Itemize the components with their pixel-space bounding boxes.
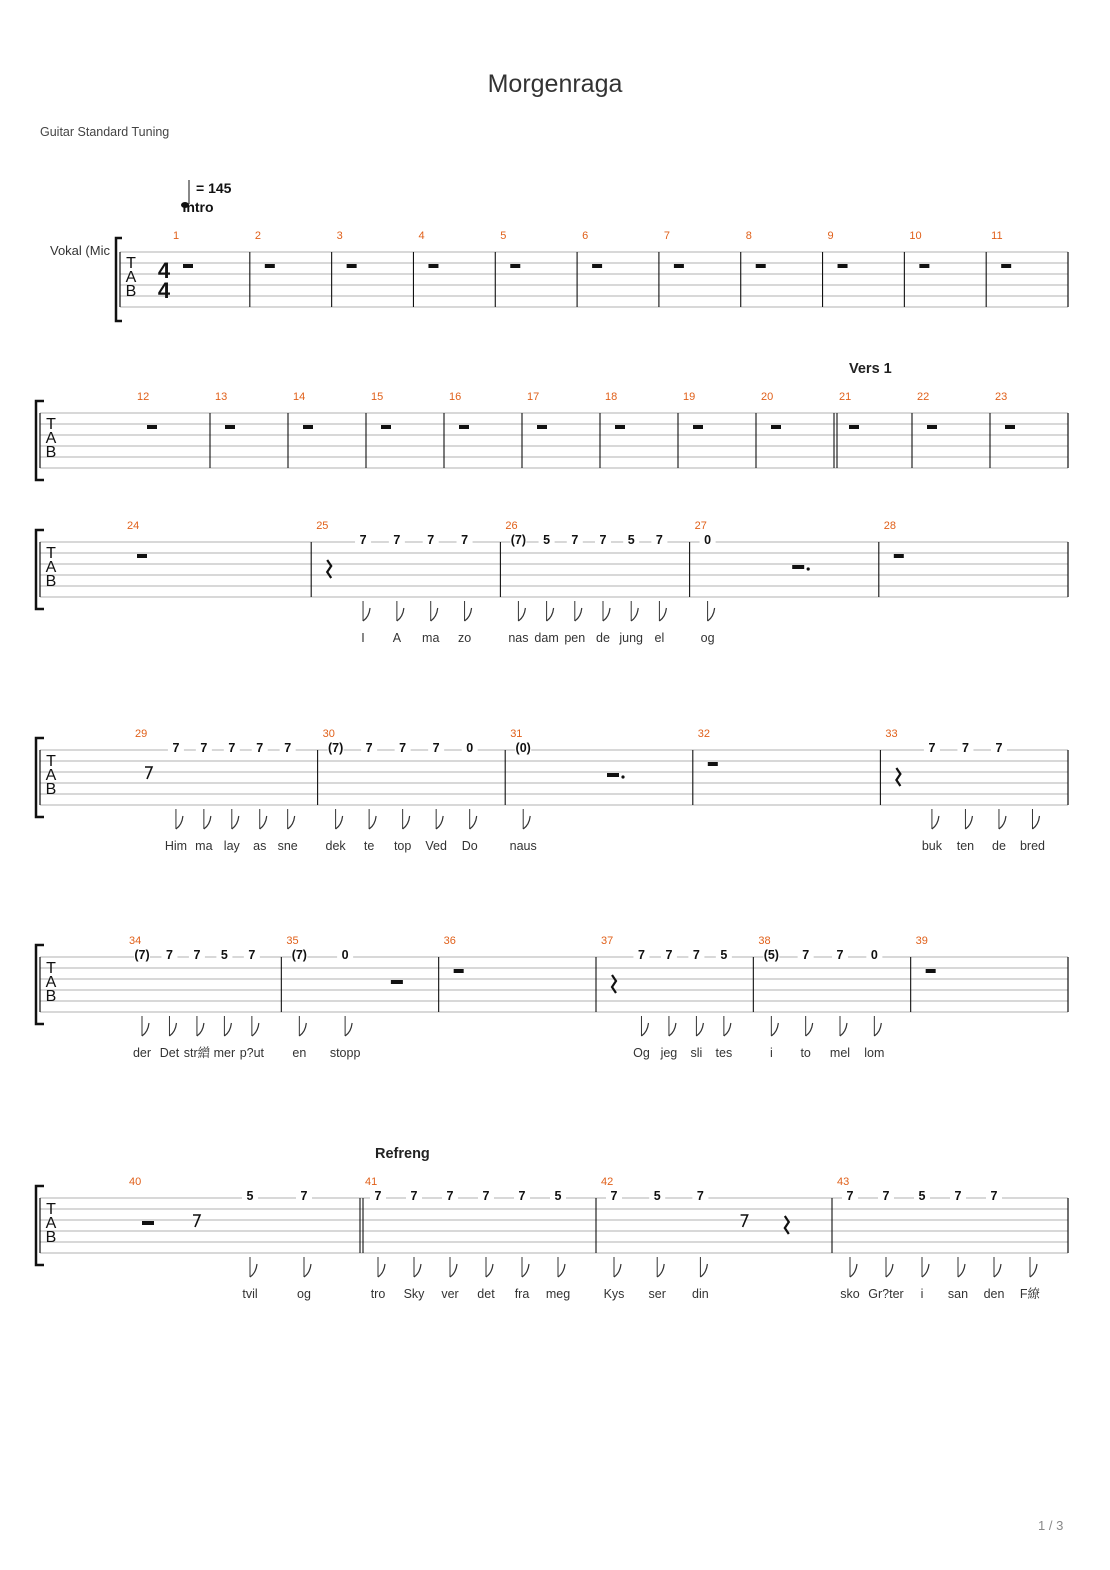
whole-rest (894, 554, 904, 558)
eighth-rest (741, 1215, 748, 1227)
whole-rest (838, 264, 848, 268)
lyric-syllable: Do (461, 839, 478, 853)
whole-rest (1005, 425, 1015, 429)
measure-number: 5 (500, 230, 507, 242)
note-flag (169, 1023, 176, 1036)
note-flag (603, 608, 610, 621)
whole-rest (756, 264, 766, 268)
note-flag (850, 1264, 857, 1277)
tab-clef-letter: B (45, 1229, 57, 1246)
fret-number: (7) (291, 948, 307, 962)
lyric-syllable: og (700, 631, 715, 645)
fret-number: 7 (359, 533, 367, 547)
whole-rest (771, 425, 781, 429)
lyric-syllable: sne (277, 839, 298, 853)
note-flag (806, 1023, 813, 1036)
note-flag (922, 1264, 929, 1277)
tab-clef-letter: T (46, 753, 56, 770)
fret-number: (5) (763, 948, 779, 962)
whole-rest (926, 969, 936, 973)
fret-number: (7) (510, 533, 527, 547)
measure-number: 32 (697, 728, 711, 740)
note-flag (708, 608, 715, 621)
whole-rest (428, 264, 438, 268)
lyric-syllable: top (393, 839, 412, 853)
fret-number: 5 (246, 1189, 254, 1203)
lyric-syllable: Him (164, 839, 188, 853)
note-flag (518, 608, 525, 621)
note-flag (252, 1023, 259, 1036)
note-flag (700, 1264, 707, 1277)
fret-number: 7 (432, 741, 440, 755)
measure-number: 39 (915, 935, 928, 947)
note-flag (999, 816, 1006, 829)
note-flag (994, 1264, 1001, 1277)
lyric-syllable: te (363, 839, 375, 853)
eighth-rest (145, 767, 152, 779)
lyric-syllable: zo (457, 631, 472, 645)
fret-number: 7 (692, 948, 700, 962)
lyric-syllable: as (253, 839, 267, 853)
measure-number: 29 (135, 728, 148, 740)
tab-clef-letter: A (45, 974, 57, 991)
measure-number: 37 (601, 935, 614, 947)
lyric-syllable: jung (619, 631, 644, 645)
measure-number: 23 (995, 391, 1008, 403)
lyric-syllable: A (392, 631, 402, 645)
fret-number: 7 (599, 533, 607, 547)
measure-number: 24 (127, 520, 140, 532)
measure-number: 13 (215, 391, 228, 403)
fret-number: 5 (720, 948, 728, 962)
measure-number: 35 (286, 935, 299, 947)
note-flag (470, 816, 477, 829)
lyric-syllable: sko (840, 1287, 860, 1301)
fret-number: 7 (399, 741, 407, 755)
tab-clef-letter: B (45, 444, 57, 461)
fret-number: 7 (228, 741, 236, 755)
note-flag (575, 608, 582, 621)
measure-number: 15 (371, 391, 384, 403)
fret-number: 7 (374, 1189, 382, 1203)
lyric-syllable: buk (921, 839, 942, 853)
lyric-syllable: meg (545, 1287, 571, 1301)
whole-rest (183, 264, 193, 268)
tuning-label: Guitar Standard Tuning (40, 125, 170, 139)
note-flag (232, 816, 239, 829)
fret-number: 7 (928, 741, 936, 755)
measure-number: 22 (917, 391, 930, 403)
note-flag (669, 1023, 676, 1036)
lyric-syllable: mer (213, 1046, 236, 1060)
whole-rest (147, 425, 157, 429)
note-flag (486, 1264, 493, 1277)
fret-number: 7 (300, 1189, 308, 1203)
fret-number: 7 (637, 948, 645, 962)
lyric-syllable: fra (514, 1287, 530, 1301)
lyric-syllable: Det (159, 1046, 180, 1060)
section-label: Vers 1 (849, 361, 892, 377)
lyric-syllable: ma (195, 839, 213, 853)
note-flag (403, 816, 410, 829)
note-flag (204, 816, 211, 829)
note-flag (304, 1264, 311, 1277)
fret-number: 7 (518, 1189, 526, 1203)
fret-number: 7 (248, 948, 256, 962)
fret-number: 5 (554, 1189, 562, 1203)
measure-number: 34 (129, 935, 142, 947)
note-flag (363, 608, 370, 621)
note-flag (724, 1023, 731, 1036)
note-flag (874, 1023, 881, 1036)
lyric-syllable: sli (690, 1046, 703, 1060)
fret-number: 7 (836, 948, 844, 962)
lyric-syllable: bred (1019, 839, 1045, 853)
measure-number: 28 (883, 520, 897, 532)
instrument-name: Vokal (Mic (50, 243, 110, 258)
fret-number: 7 (571, 533, 579, 547)
lyric-syllable: nas (508, 631, 529, 645)
measure-number: 42 (601, 1176, 614, 1188)
lyric-syllable: der (132, 1046, 152, 1060)
measure-number: 16 (449, 391, 462, 403)
note-flag (450, 1264, 457, 1277)
lyric-syllable: ten (956, 839, 975, 853)
tab-clef-letter: A (45, 559, 57, 576)
fret-number: 7 (256, 741, 264, 755)
note-flag (1032, 816, 1039, 829)
note-flag (288, 816, 295, 829)
whole-rest (1001, 264, 1011, 268)
whole-rest (849, 425, 859, 429)
fret-number: 5 (918, 1189, 926, 1203)
fret-number: 7 (990, 1189, 998, 1203)
lyric-syllable: tes (715, 1046, 733, 1060)
tab-clef-letter: A (45, 767, 57, 784)
note-flag (614, 1264, 621, 1277)
fret-number: 5 (627, 533, 635, 547)
eighth-rest (193, 1215, 200, 1227)
fret-number: (0) (515, 741, 531, 755)
fret-number: (7) (327, 741, 344, 755)
lyric-syllable: de (992, 839, 1006, 853)
note-flag (696, 1023, 703, 1036)
note-flag (369, 816, 376, 829)
tab-clef-letter: A (125, 269, 137, 286)
lyric-syllable: p?ut (239, 1046, 265, 1060)
note-flag (641, 1023, 648, 1036)
time-signature-top: 4 (157, 258, 171, 283)
note-flag (631, 608, 638, 621)
fret-number: 7 (802, 948, 810, 962)
tab-clef-letter: A (45, 430, 57, 447)
note-flag (197, 1023, 204, 1036)
system-bracket (116, 238, 122, 321)
whole-rest (454, 969, 464, 973)
lyric-syllable: tvil (242, 1287, 258, 1301)
half-rest (391, 980, 403, 984)
lyric-syllable: ver (441, 1287, 459, 1301)
note-flag (260, 816, 267, 829)
tab-clef-letter: T (46, 416, 56, 433)
measure-number: 38 (758, 935, 771, 947)
lyric-syllable: to (800, 1046, 811, 1060)
fret-number: 7 (165, 948, 173, 962)
fret-number: 7 (410, 1189, 418, 1203)
note-flag (840, 1023, 847, 1036)
lyric-syllable: pen (564, 631, 586, 645)
measure-number: 25 (316, 520, 329, 532)
fret-number: (7) (134, 948, 150, 962)
tempo-marking: = 145 (196, 180, 232, 196)
lyric-syllable: naus (509, 839, 537, 853)
measure-number: 30 (322, 728, 335, 740)
tab-clef-letter: T (46, 545, 56, 562)
fret-number: 7 (427, 533, 435, 547)
whole-rest (510, 264, 520, 268)
measure-number: 8 (745, 230, 752, 242)
lyric-syllable: jeg (660, 1046, 678, 1060)
tab-clef-letter: B (125, 283, 137, 300)
fret-number: 7 (482, 1189, 490, 1203)
fret-number: 0 (466, 741, 474, 755)
whole-rest (615, 425, 625, 429)
note-flag (965, 816, 972, 829)
whole-rest (674, 264, 684, 268)
fret-number: 7 (882, 1189, 890, 1203)
lyric-syllable: Ved (425, 839, 447, 853)
whole-rest (708, 762, 718, 766)
whole-rest (303, 425, 313, 429)
rest-dot (621, 775, 624, 778)
fret-number: 7 (365, 741, 373, 755)
whole-rest (537, 425, 547, 429)
fret-number: 5 (543, 533, 551, 547)
tab-clef-letter: B (45, 988, 57, 1005)
lyric-syllable: i (920, 1287, 924, 1301)
tab-clef-letter: B (45, 573, 57, 590)
measure-number: 11 (991, 230, 1003, 242)
measure-number: 9 (827, 230, 834, 242)
fret-number: 7 (284, 741, 292, 755)
tab-clef-letter: A (45, 1215, 57, 1232)
measure-number: 10 (909, 230, 922, 242)
fret-number: 7 (461, 533, 469, 547)
lyric-syllable: Sky (403, 1287, 425, 1301)
lyric-syllable: dek (325, 839, 346, 853)
lyric-syllable: dam (534, 631, 559, 645)
fret-number: 7 (172, 741, 180, 755)
lyric-syllable: I (361, 631, 365, 645)
lyric-syllable: Gr?ter (868, 1287, 904, 1301)
note-flag (142, 1023, 149, 1036)
note-flag (886, 1264, 893, 1277)
lyric-syllable: den (983, 1287, 1005, 1301)
note-flag (547, 608, 554, 621)
fret-number: 5 (653, 1189, 661, 1203)
fret-number: 7 (954, 1189, 962, 1203)
measure-number: 20 (761, 391, 774, 403)
whole-rest (347, 264, 357, 268)
measure-number: 12 (137, 391, 150, 403)
measure-number: 14 (293, 391, 306, 403)
page-number: 1 / 3 (1038, 1518, 1064, 1533)
note-flag (378, 1264, 385, 1277)
note-flag (176, 816, 183, 829)
rest-dot (807, 567, 810, 570)
fret-number: 7 (393, 533, 401, 547)
lyric-syllable: stopp (329, 1046, 361, 1060)
fret-number: 7 (610, 1189, 618, 1203)
lyric-syllable: en (292, 1046, 307, 1060)
measure-number: 6 (582, 230, 589, 242)
fret-number: 7 (995, 741, 1003, 755)
fret-number: 7 (696, 1189, 704, 1203)
measure-number: 2 (254, 230, 261, 242)
lyric-syllable: san (947, 1287, 969, 1301)
fret-number: 7 (446, 1189, 454, 1203)
lyric-syllable: Og (633, 1046, 650, 1060)
fret-number: 7 (961, 741, 969, 755)
measure-number: 41 (365, 1176, 378, 1188)
fret-number: 0 (870, 948, 878, 962)
note-flag (771, 1023, 778, 1036)
fret-number: 0 (704, 533, 712, 547)
measure-number: 3 (336, 230, 343, 242)
half-rest (142, 1221, 154, 1225)
measure-number: 26 (505, 520, 518, 532)
lyric-syllable: lom (864, 1046, 885, 1060)
lyric-syllable: lay (223, 839, 240, 853)
whole-rest (137, 554, 147, 558)
note-flag (932, 816, 939, 829)
note-flag (397, 608, 404, 621)
fret-number: 7 (846, 1189, 854, 1203)
lyric-syllable: det (477, 1287, 495, 1301)
measure-number: 33 (885, 728, 898, 740)
fret-number: 7 (193, 948, 201, 962)
tab-clef-letter: B (45, 781, 57, 798)
note-flag (465, 608, 472, 621)
tab-clef-letter: T (46, 1201, 56, 1218)
measure-number: 21 (839, 391, 852, 403)
measure-number: 19 (683, 391, 696, 403)
measure-number: 1 (173, 230, 180, 242)
whole-rest (927, 425, 937, 429)
measure-number: 36 (443, 935, 456, 947)
whole-rest (225, 425, 235, 429)
measure-number: 40 (129, 1176, 142, 1188)
lyric-syllable: de (596, 631, 610, 645)
tab-clef-letter: T (126, 255, 136, 272)
section-label: Intro (182, 199, 214, 215)
lyric-syllable: Kys (603, 1287, 625, 1301)
whole-rest (919, 264, 929, 268)
measure-number: 17 (527, 391, 540, 403)
note-flag (523, 816, 530, 829)
note-flag (431, 608, 438, 621)
fret-number: 7 (200, 741, 208, 755)
note-flag (414, 1264, 421, 1277)
lyric-syllable: ma (422, 631, 440, 645)
half-rest (792, 565, 804, 569)
note-flag (250, 1264, 257, 1277)
whole-rest (265, 264, 275, 268)
note-flag (522, 1264, 529, 1277)
measure-number: 7 (663, 230, 671, 242)
lyric-syllable: F繚 (1019, 1287, 1041, 1301)
section-label: Refreng (375, 1146, 430, 1162)
note-flag (657, 1264, 664, 1277)
page-title: Morgenraga (487, 70, 623, 98)
lyric-syllable: str繒 (183, 1046, 211, 1060)
whole-rest (459, 425, 469, 429)
note-flag (659, 608, 666, 621)
lyric-syllable: ser (648, 1287, 666, 1301)
measure-number: 27 (694, 520, 707, 532)
note-flag (558, 1264, 565, 1277)
note-flag (345, 1023, 352, 1036)
fret-number: 7 (655, 533, 663, 547)
note-flag (299, 1023, 306, 1036)
time-signature-bottom: 4 (157, 278, 171, 303)
half-rest (607, 773, 619, 777)
note-flag (958, 1264, 965, 1277)
whole-rest (693, 425, 703, 429)
lyric-syllable: tro (370, 1287, 386, 1301)
lyric-syllable: din (692, 1287, 709, 1301)
note-flag (224, 1023, 231, 1036)
measure-number: 31 (510, 728, 523, 740)
whole-rest (592, 264, 602, 268)
lyric-syllable: mel (829, 1046, 851, 1060)
whole-rest (381, 425, 391, 429)
lyric-syllable: el (654, 631, 665, 645)
note-flag (1030, 1264, 1037, 1277)
fret-number: 7 (665, 948, 673, 962)
note-flag (436, 816, 443, 829)
note-flag (336, 816, 343, 829)
lyric-syllable: og (297, 1287, 311, 1301)
tab-clef-letter: T (46, 960, 56, 977)
fret-number: 5 (220, 948, 228, 962)
fret-number: 0 (341, 948, 349, 962)
lyric-syllable: i (769, 1046, 773, 1060)
measure-number: 18 (605, 391, 618, 403)
measure-number: 43 (837, 1176, 850, 1188)
measure-number: 4 (418, 230, 425, 242)
